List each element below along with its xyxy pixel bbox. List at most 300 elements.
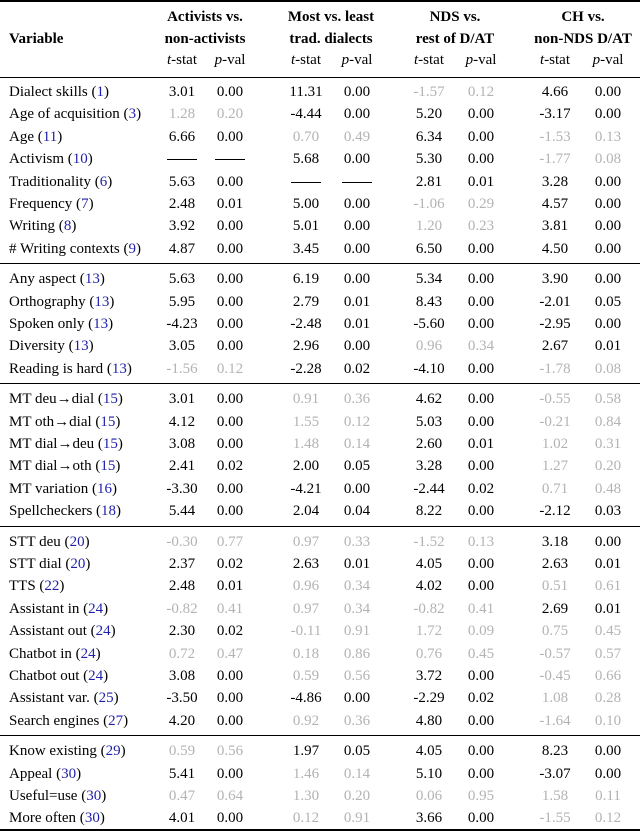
t-stat-cell: 8.23 (541, 743, 569, 760)
p-val-cell: 0.00 (594, 765, 622, 782)
table-row (0, 531, 640, 553)
t-stat-cell: -0.45 (539, 668, 571, 684)
t-stat-cell: 0.18 (292, 645, 320, 662)
t-stat-cell: -5.60 (413, 316, 445, 332)
question-ref-link[interactable]: 30 (84, 810, 100, 827)
p-val-cell: 0.01 (467, 436, 495, 452)
p-val-cell: 0.31 (594, 436, 622, 452)
group-header-trad-line1: Most vs. least (287, 9, 375, 25)
p-val-cell: 0.12 (216, 360, 244, 377)
p-val-cell: 0.34 (343, 578, 371, 595)
table-row (0, 358, 640, 380)
p-val-cell: 0.58 (594, 391, 622, 408)
table-row (0, 740, 640, 762)
p-val-cell: 0.12 (594, 810, 622, 827)
p-val-cell: 0.34 (343, 600, 371, 617)
t-stat-cell: 4.01 (168, 810, 196, 827)
p-val-cell (200, 148, 260, 170)
t-stat-cell: -0.11 (290, 623, 322, 640)
not-applicable-dash (215, 159, 245, 160)
p-val-cell: 0.00 (467, 128, 495, 145)
question-ref-link[interactable]: 24 (88, 600, 104, 617)
p-val-cell: 0.01 (216, 196, 244, 212)
p-val-cell: 0.56 (343, 668, 371, 684)
p-val-cell: 0.00 (216, 413, 244, 430)
p-val-cell: 0.28 (594, 690, 622, 707)
p-val-cell: 0.00 (216, 293, 244, 310)
p-val-cell: 0.45 (467, 645, 495, 662)
t-stat-cell: 0.76 (415, 645, 443, 662)
p-val-cell: 0.10 (594, 712, 622, 729)
table-row (0, 620, 640, 642)
question-ref-link[interactable]: 16 (97, 480, 113, 497)
p-val-cell: 0.01 (467, 173, 495, 190)
question-ref-link[interactable]: 24 (88, 668, 104, 684)
p-val-cell: 0.34 (467, 338, 495, 355)
p-val-cell: 0.00 (594, 316, 622, 332)
t-stat-cell: 11.31 (289, 84, 323, 100)
p-val-cell: 0.00 (216, 338, 244, 355)
question-ref-link[interactable]: 11 (42, 128, 58, 145)
t-stat-cell: 5.20 (415, 106, 443, 123)
p-val-cell: 0.00 (594, 743, 622, 760)
p-val-cell: 0.00 (467, 765, 495, 782)
p-val-cell: 0.08 (594, 151, 622, 168)
t-stat-cell: 1.58 (541, 788, 569, 804)
question-ref-link[interactable]: 20 (69, 533, 85, 550)
question-ref-link[interactable]: 30 (86, 788, 102, 804)
table-row (0, 291, 640, 313)
p-val-cell: 0.02 (216, 458, 244, 475)
t-stat-cell: 5.95 (168, 293, 196, 310)
row-label: Reading is hard (13) (9, 360, 132, 377)
question-ref-link[interactable]: 29 (105, 743, 121, 760)
row-label: Dialect skills (1) (9, 84, 109, 100)
t-stat-cell: 3.08 (168, 436, 196, 452)
row-label: STT deu (20) (9, 533, 90, 550)
question-ref-link[interactable]: 13 (111, 360, 127, 377)
p-val-cell: 0.00 (216, 690, 244, 707)
p-val-cell: 0.00 (467, 668, 495, 684)
row-label: Traditionality (6) (9, 173, 113, 190)
t-stat-cell: 6.19 (292, 271, 320, 288)
p-val-cell: 0.00 (343, 690, 371, 707)
t-stat-cell: 4.50 (541, 240, 569, 257)
p-val-cell: 0.01 (594, 338, 622, 355)
t-stat-cell: 5.44 (168, 503, 196, 520)
t-stat-cell: -4.86 (290, 690, 322, 707)
p-val-cell: 0.00 (467, 556, 495, 572)
p-val-cell: 0.00 (343, 151, 371, 168)
t-stat-cell: 4.05 (415, 556, 443, 572)
t-stat-cell: 2.41 (168, 458, 196, 475)
question-ref-link[interactable]: 8 (63, 218, 72, 235)
p-val-cell: 0.00 (216, 84, 244, 100)
p-val-cell: 0.09 (467, 623, 495, 640)
p-val-cell: 0.02 (467, 480, 495, 497)
t-stat-cell: 3.28 (541, 173, 569, 190)
table-row (0, 665, 640, 687)
t-stat-cell: 0.47 (168, 788, 196, 804)
t-stat-cell: 2.37 (168, 556, 196, 572)
t-stat-cell: -1.55 (539, 810, 571, 827)
table-row (0, 598, 640, 620)
p-val-cell: 0.00 (216, 391, 244, 408)
question-ref-link[interactable]: 27 (108, 712, 124, 729)
p-val-cell: 0.57 (594, 645, 622, 662)
p-val-cell: 0.20 (594, 458, 622, 475)
question-ref-link[interactable]: 3 (128, 106, 137, 123)
t-stat-cell: 4.80 (415, 712, 443, 729)
t-stat-cell: 2.69 (541, 600, 569, 617)
table-row (0, 478, 640, 500)
p-val-cell: 0.00 (216, 128, 244, 145)
p-val-cell: 0.11 (595, 788, 621, 804)
t-stat-cell: 4.66 (541, 84, 569, 100)
t-stat-cell: -3.17 (539, 106, 571, 123)
t-stat-cell: 5.63 (168, 173, 196, 190)
group-header-ch-line2: non-NDS D/AT (534, 31, 632, 47)
question-ref-link[interactable]: 15 (100, 413, 116, 430)
top-rule (0, 0, 640, 2)
table-row (0, 807, 640, 829)
p-val-cell: 0.49 (343, 128, 371, 145)
t-stat-cell: 6.34 (415, 128, 443, 145)
t-stat-cell: 8.22 (415, 503, 443, 520)
p-val-cell: 0.00 (216, 271, 244, 288)
t-stat-cell: 1.20 (415, 218, 443, 235)
t-stat-cell: 2.00 (292, 458, 320, 475)
t-stat-cell: 3.18 (541, 533, 569, 550)
t-stat-cell: 2.04 (292, 503, 320, 520)
t-stat-cell: -2.44 (413, 480, 445, 497)
t-stat-cell: 5.68 (292, 151, 320, 168)
t-stat-cell: -1.57 (413, 84, 445, 100)
t-stat-cell: 3.01 (168, 391, 196, 408)
row-label: More often (30) (9, 810, 105, 827)
t-stat-cell: 0.59 (292, 668, 320, 684)
row-label: MT oth→dial (15) (9, 413, 121, 430)
row-label: Useful=use (30) (9, 788, 107, 804)
table-row (0, 500, 640, 522)
t-stat-cell: 2.81 (415, 173, 443, 190)
t-stat-cell: 5.03 (415, 413, 443, 430)
t-stat-cell: 1.55 (292, 413, 320, 430)
p-val-cell: 0.61 (594, 578, 622, 595)
table-row (0, 335, 640, 357)
table-row (0, 238, 640, 260)
p-val-cell: 0.00 (467, 106, 495, 123)
t-stat-cell: 5.01 (292, 218, 320, 235)
t-stat-cell: 0.91 (292, 391, 320, 408)
question-ref-link[interactable]: 13 (94, 293, 110, 310)
t-stat-cell: 5.10 (415, 765, 443, 782)
table-row (0, 268, 640, 290)
not-applicable-dash (342, 182, 372, 183)
section-rule (0, 263, 640, 264)
p-val-cell: 0.48 (594, 480, 622, 497)
p-val-cell: 0.01 (594, 600, 622, 617)
t-stat-cell: -2.48 (290, 316, 322, 332)
question-ref-link[interactable]: 6 (99, 173, 108, 190)
table-row (0, 193, 640, 215)
table-row (0, 171, 640, 193)
t-stat-cell: 4.57 (541, 196, 569, 212)
t-stat-cell: 2.48 (168, 578, 196, 595)
table-row (0, 575, 640, 597)
t-stat-cell: -2.95 (539, 316, 571, 332)
p-val-cell: 0.04 (343, 503, 371, 520)
table-row (0, 126, 640, 148)
p-val-cell: 0.08 (594, 360, 622, 377)
p-val-cell: 0.00 (343, 106, 371, 123)
p-val-cell: 0.00 (594, 533, 622, 550)
p-val-cell: 0.01 (216, 578, 244, 595)
table-row (0, 455, 640, 477)
t-stat-cell: 3.81 (541, 218, 569, 235)
t-stat-cell: 1.72 (415, 623, 443, 640)
t-stat-cell: -4.23 (166, 316, 198, 332)
variable-header: Variable (9, 31, 64, 47)
t-stat-cell: -1.77 (539, 151, 571, 168)
row-label: Assistant var. (25) (9, 690, 119, 707)
t-stat-cell: 4.20 (168, 712, 196, 729)
p-val-cell: 0.00 (216, 436, 244, 452)
p-val-cell: 0.00 (216, 810, 244, 827)
p-val-cell: 0.00 (594, 106, 622, 123)
p-val-cell: 0.00 (467, 578, 495, 595)
t-stat-cell: -2.12 (539, 503, 571, 520)
p-val-cell: 0.00 (216, 503, 244, 520)
t-stat-cell: 5.30 (415, 151, 443, 168)
header-rule (0, 77, 640, 78)
t-stat-cell: 3.28 (415, 458, 443, 475)
question-ref-link[interactable]: 24 (95, 623, 111, 640)
t-stat-cell: 0.75 (541, 623, 569, 640)
t-stat-cell: -2.01 (539, 293, 571, 310)
t-stat-cell: -0.30 (166, 533, 198, 550)
section-rule (0, 735, 640, 736)
t-stat-cell: 2.30 (168, 623, 196, 640)
p-val-cell: 0.00 (594, 240, 622, 257)
t-stat-cell: -1.78 (539, 360, 571, 377)
p-val-cell: 0.00 (216, 765, 244, 782)
p-val-cell: 0.00 (216, 173, 244, 190)
t-stat-cell: 4.62 (415, 391, 443, 408)
section-rule (0, 383, 640, 384)
p-val-cell: 0.00 (216, 240, 244, 257)
p-val-cell: 0.02 (343, 360, 371, 377)
table-row (0, 103, 640, 125)
row-label: Chatbot out (24) (9, 668, 109, 684)
t-stat-cell: 2.48 (168, 196, 196, 212)
p-val-cell: 0.56 (216, 743, 244, 760)
row-label: Search engines (27) (9, 712, 129, 729)
p-val-cell: 0.00 (467, 391, 495, 408)
p-val-cell: 0.00 (343, 271, 371, 288)
question-ref-link[interactable]: 13 (93, 316, 109, 332)
t-stat-cell: 0.06 (415, 788, 443, 804)
t-stat-cell: 4.12 (168, 413, 196, 430)
question-ref-link[interactable]: 9 (128, 240, 137, 257)
t-stat-cell: 3.90 (541, 271, 569, 288)
t-stat-cell: -1.64 (539, 712, 571, 729)
t-stat-cell: 4.87 (168, 240, 196, 257)
question-ref-link[interactable]: 10 (72, 151, 88, 168)
row-label: MT deu→dial (15) (9, 391, 123, 408)
row-label: MT variation (16) (9, 480, 118, 497)
p-val-cell: 0.00 (467, 316, 495, 332)
p-val-cell: 0.00 (467, 810, 495, 827)
group-header-ch-line1: CH vs. (561, 9, 605, 25)
table-row (0, 411, 640, 433)
table-row (0, 785, 640, 807)
t-stat-header: t-stat (291, 52, 321, 68)
question-ref-link[interactable]: 15 (102, 391, 118, 408)
table-row (0, 433, 640, 455)
t-stat-cell: 5.41 (168, 765, 196, 782)
question-ref-link[interactable]: 20 (70, 556, 86, 572)
t-stat-cell: -4.21 (290, 480, 322, 497)
t-stat-cell: 3.45 (292, 240, 320, 257)
row-label: Age (11) (9, 128, 63, 145)
p-val-cell: 0.01 (343, 293, 371, 310)
t-stat-cell: 1.48 (292, 436, 320, 452)
p-val-cell: 0.36 (343, 391, 371, 408)
t-stat-cell: 2.79 (292, 293, 320, 310)
t-stat-cell: 2.60 (415, 436, 443, 452)
p-val-header: p-val (592, 52, 624, 68)
p-val-cell: 0.00 (594, 84, 622, 100)
question-ref-link[interactable]: 24 (80, 645, 96, 662)
p-val-cell: 0.00 (343, 338, 371, 355)
p-val-cell: 0.05 (594, 293, 622, 310)
t-stat-cell: -3.50 (166, 690, 198, 707)
question-ref-link[interactable]: 15 (102, 436, 118, 452)
t-stat-cell: -4.44 (290, 106, 322, 123)
p-val-cell: 0.05 (343, 743, 371, 760)
t-stat-cell: -0.55 (539, 391, 571, 408)
question-ref-link[interactable]: 1 (96, 84, 104, 100)
t-stat-cell: 6.66 (168, 128, 196, 145)
t-stat-cell: -2.29 (413, 690, 445, 707)
row-label: Frequency (7) (9, 196, 94, 212)
p-val-cell: 0.00 (594, 271, 622, 288)
t-stat-cell: 0.59 (168, 743, 196, 760)
t-stat-cell: -3.30 (166, 480, 198, 497)
t-stat-cell: 5.63 (168, 271, 196, 288)
row-label: Writing (8) (9, 218, 77, 235)
p-val-cell: 0.01 (343, 316, 371, 332)
table-row (0, 643, 640, 665)
p-val-cell: 0.00 (467, 712, 495, 729)
t-stat-cell: 0.70 (292, 128, 320, 145)
question-ref-link[interactable]: 18 (101, 503, 117, 520)
p-val-cell: 0.02 (467, 690, 495, 707)
p-val-cell: 0.14 (343, 436, 371, 452)
p-val-cell: 0.13 (467, 533, 495, 550)
row-label: Assistant out (24) (9, 623, 116, 640)
t-stat-cell: 0.92 (292, 712, 320, 729)
row-label: # Writing contexts (9) (9, 240, 142, 257)
p-val-cell: 0.00 (594, 196, 622, 212)
row-label: Orthography (13) (9, 293, 115, 310)
t-stat-cell: 2.67 (541, 338, 569, 355)
t-stat-cell: 1.97 (292, 743, 320, 760)
p-val-cell: 0.05 (343, 458, 371, 475)
section-rule (0, 526, 640, 527)
table-row (0, 687, 640, 709)
p-val-header: p-val (465, 52, 497, 68)
t-stat-cell: 8.43 (415, 293, 443, 310)
p-val-cell: 0.86 (343, 645, 371, 662)
table-row (0, 388, 640, 410)
question-ref-link[interactable]: 22 (44, 578, 60, 595)
bottom-rule (0, 829, 640, 831)
question-ref-link[interactable]: 13 (84, 271, 100, 288)
p-val-cell: 0.00 (216, 712, 244, 729)
row-label: Assistant in (24) (9, 600, 109, 617)
p-val-cell: 0.00 (467, 503, 495, 520)
p-val-cell: 0.00 (467, 413, 495, 430)
p-val-cell: 0.02 (216, 556, 244, 572)
t-stat-cell: 2.96 (292, 338, 320, 355)
table-row (0, 763, 640, 785)
t-stat-cell: 1.30 (292, 788, 320, 804)
p-val-header: p-val (214, 52, 246, 68)
p-val-cell: 0.00 (467, 743, 495, 760)
t-stat-cell: 3.72 (415, 668, 443, 684)
t-stat-cell: 3.01 (168, 84, 196, 100)
p-val-cell: 0.00 (343, 196, 371, 212)
t-stat-cell: -1.52 (413, 533, 445, 550)
row-label: Know existing (29) (9, 743, 126, 760)
p-val-cell: 0.29 (467, 196, 495, 212)
t-stat-cell: 2.63 (292, 556, 320, 572)
t-stat-header: t-stat (414, 52, 444, 68)
p-val-cell: 0.00 (343, 480, 371, 497)
table-row (0, 215, 640, 237)
t-stat-cell: 1.08 (541, 690, 569, 707)
p-val-cell: 0.47 (216, 645, 244, 662)
table-row (0, 710, 640, 732)
question-ref-link[interactable]: 25 (98, 690, 114, 707)
row-label: TTS (22) (9, 578, 65, 595)
question-ref-link[interactable]: 7 (81, 196, 89, 212)
t-stat-cell: 3.08 (168, 668, 196, 684)
t-stat-cell: 5.00 (292, 196, 320, 212)
t-stat-cell: 5.34 (415, 271, 443, 288)
question-ref-link[interactable]: 15 (100, 458, 116, 475)
p-val-cell: 0.41 (216, 600, 244, 617)
t-stat-cell: 1.27 (541, 458, 569, 475)
group-header-nds-line1: NDS vs. (429, 9, 481, 25)
p-val-cell: 0.14 (343, 765, 371, 782)
question-ref-link[interactable]: 30 (61, 765, 77, 782)
p-val-cell: 0.91 (343, 623, 371, 640)
row-label: Spellcheckers (18) (9, 503, 122, 520)
question-ref-link[interactable]: 13 (73, 338, 89, 355)
t-stat-cell: 0.51 (541, 578, 569, 595)
p-val-cell: 0.23 (467, 218, 495, 235)
row-label: Activism (10) (9, 151, 93, 168)
p-val-cell: 0.00 (216, 668, 244, 684)
t-stat-cell: -3.07 (539, 765, 571, 782)
not-applicable-dash (291, 182, 321, 183)
t-stat-cell: 6.50 (415, 240, 443, 257)
t-stat-cell: -4.10 (413, 360, 445, 377)
p-val-cell: 0.00 (216, 316, 244, 332)
